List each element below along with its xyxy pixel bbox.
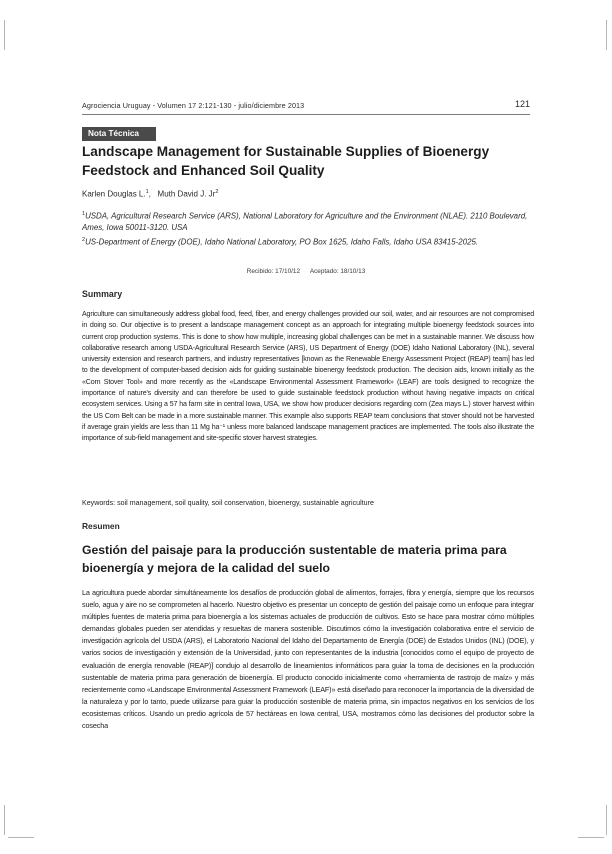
crop-mark-top-right: [606, 20, 607, 50]
summary-heading: Summary: [82, 289, 123, 299]
affiliation-text: US-Department of Energy (DOE), Idaho National Laboratory, PO Box 1625, Idaho Falls, Idaho USA 83415-2025.: [85, 237, 479, 247]
crop-mark-bottom-left: [4, 805, 5, 835]
article-title-spanish: Gestión del paisaje para la producción sustentable de materia prima para bioenergía y mejora de la calidad del suelo: [82, 543, 507, 575]
author-affiliation-marker: 1: [145, 189, 149, 195]
author-name: Karlen Douglas L.: [82, 189, 146, 199]
author-affiliation-marker: 2: [215, 189, 219, 195]
header-divider: [82, 114, 530, 115]
crop-mark-bottom-right: [606, 805, 607, 835]
summary-text: Agriculture can simultaneously address global food, feed, fiber, and energy challenges provided our soil, water, and air resources are not compromised in doing so. Our objective is to present a landscape management concept as an approach for integrating multiple bioenergy feedstock sources into current crop production systems. This is done to show how multiple, increasing global challenges can be met in a sustainable manner. We discuss how collaborative research among USDA-Agricultural Research Service (ARS), US Department of Energy (DOE) Idaho National Laboratory (INL), several university extension and research partners, and industry representatives [known as the Renewable Energy Assessment Project (REAP) team] has led to the development of computer-based decision aids for guiding sustainable bioenergy feedstock production. The decision aids, known initially as the «Corn Stover Tool» and more recently as the «Landscape Environmental Assessment Framework» (LEAF) are tools designed to recognize the importance of nature's diversity and can therefore be used to guide sustainable feedstock production without having negative impacts on critical ecosystem services. Using a 57 ha farm site in central Iowa, USA, we show how producer decisions regarding corn (Zea mays L.) stover harvest within the US Corn Belt can be made in a more sustainable manner. This example also supports REAP team conclusions that stover should not be harvested if average grain yields are less than 11 Mg ha⁻¹ unless more balanced landscape management practices are implemented. The tools also illustrate the importance of sub-field management and site-specific stover harvest strategies.: [82, 311, 534, 443]
running-header-journal: Agrociencia Uruguay - Volumen 17 2:121-130 - julio/diciembre 2013: [82, 101, 305, 110]
crop-mark-bottom-left-h: [8, 837, 34, 838]
section-tag: Nota Técnica: [82, 127, 156, 141]
crop-mark-bottom-right-h: [578, 837, 604, 838]
author-name: Muth David J. Jr: [157, 189, 216, 199]
resumen-text: La agricultura puede abordar simultáneamente los desafíos de producción global de alimentos, forrajes, fibra y energía, siempre que los recursos suelo, agua y aire no se comprometen al hacerlo. Nuestro objetivo es presentar un concepto de gestión del paisaje como un enfoque para integrar múltiples fuentes de materia prima para bioenergía a los sistemas actuales de producción de cultivos. Esto se hace para mostrar cómo múltiples demandas globales pueden ser atendidas y resueltas de manera sostenible. Discutimos cómo la investigación colaborativa entre el servicio de investigación agrícola del USDA (ARS), el Laboratorio Nacional del Idaho del Departamento de Energía (DOE) de Estados Unidos (INL) (DOE), y varios socios de investigación y extensión de la Universidad, junto con representantes de la industria [conocidos como el equipo de proyecto de evaluación de energía renovable (REAP)] condujo al desarrollo de lineamientos informáticos para guiar la toma de decisiones en la producción sustentable de materia prima para generación de bioenergía. El producto conocido inicialmente como «herramienta de rastrojo de maíz» y más recientemente como «Landscape Environmental Assessment Framework (LEAF)» está diseñado para reconocer la importancia de la diversidad de la naturaleza y por lo tanto, puede utilizarse para guiar la producción sostenible de materia prima, sin impactos negativos en los servicios de los ecosistemas críticos. Usando un predio agrícola de 57 hectáreas en Iowa central, USA, mostramos cómo las decisiones del productor sobre la cosecha: [82, 588, 534, 731]
affiliation-1: [82, 209, 534, 234]
accepted-date: Aceptado: 18/10/13: [309, 268, 366, 275]
affiliation-text: USDA, Agricultural Research Service (ARS), National Laboratory for Agriculture and the Environment (NLAE). 2110 Boulevard, Ames, Iowa 50011-3120. USA: [82, 211, 528, 233]
page-number: 121: [514, 99, 530, 109]
submission-dates: [0, 268, 612, 275]
resumen-heading: Resumen: [82, 521, 120, 531]
crop-mark-top-left: [4, 20, 5, 50]
keywords: Keywords: soil management, soil quality, soil conservation, bioenergy, sustainable agriculture: [82, 499, 374, 507]
affiliation-marker: 2: [82, 237, 86, 243]
received-date: Recibido: 17/10/12: [246, 268, 301, 275]
affiliation-2: [82, 235, 534, 248]
article-title-english: Landscape Management for Sustainable Supplies of Bioenergy Feedstock and Enhanced Soil Quality: [82, 144, 490, 178]
author-list: Karlen Douglas L.$^1$, Muth David J. Jr$^2$: [82, 189, 219, 199]
affiliation-marker: 1: [82, 211, 86, 217]
